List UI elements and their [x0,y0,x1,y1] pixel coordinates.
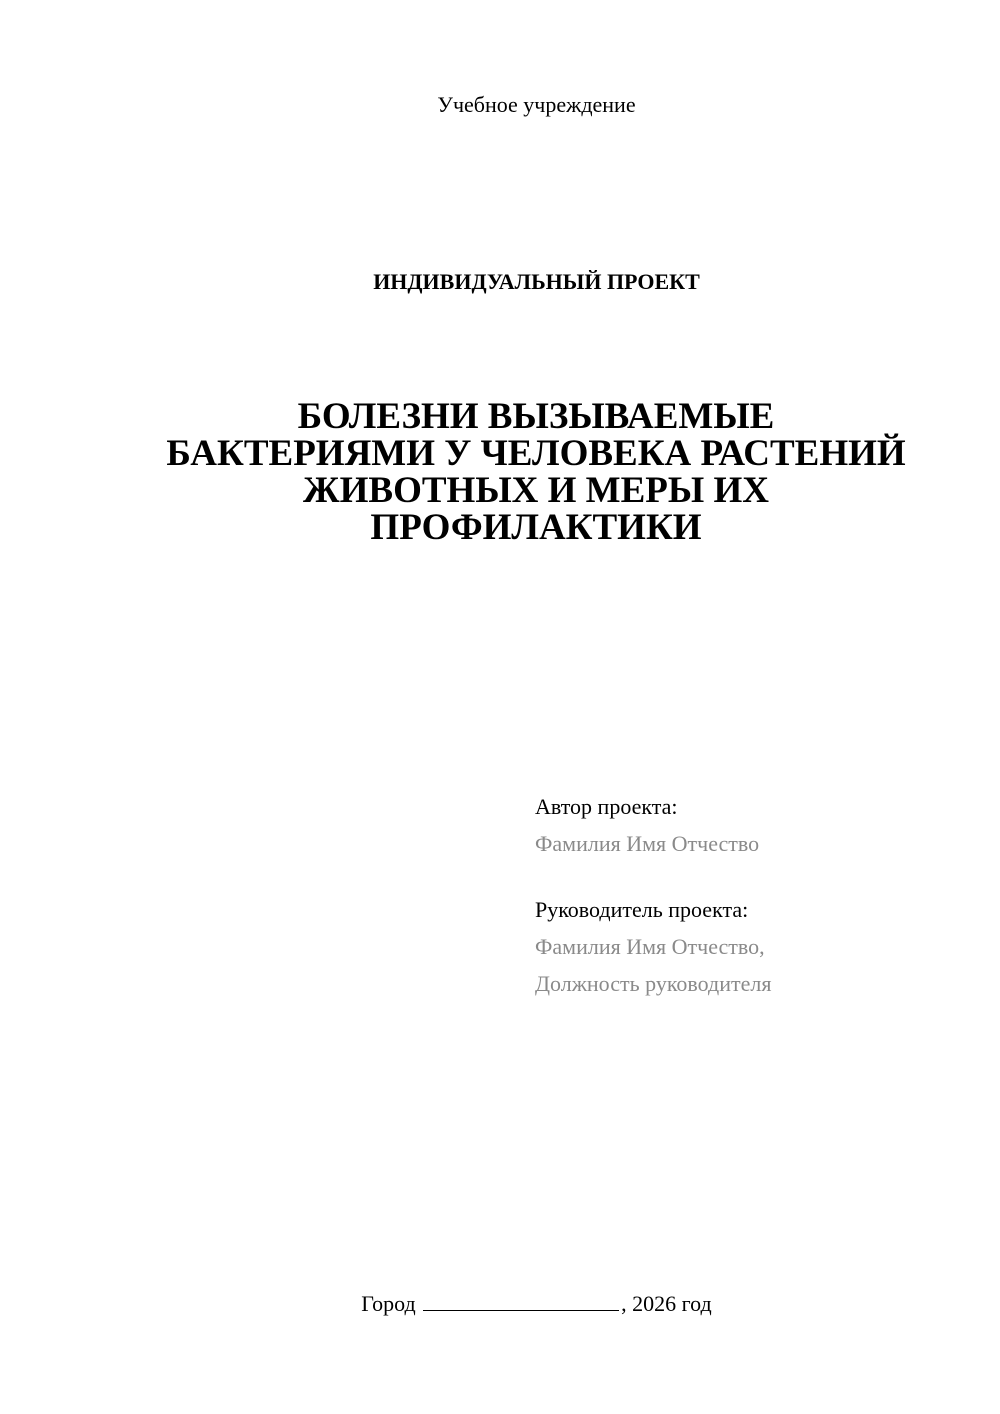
supervisor-position-placeholder[interactable]: Должность руководителя [535,971,772,996]
supervisor-label: Руководитель проекта: [535,897,749,922]
city-year-line [0,1290,1000,1318]
credits-block [535,788,975,1002]
city-label: Город [361,1291,416,1316]
city-blank-field[interactable] [423,1290,619,1311]
author-name-placeholder[interactable]: Фамилия Имя Отчество [535,831,760,856]
supervisor-name-placeholder[interactable]: Фамилия Имя Отчество, [535,934,765,959]
project-title-line: ЖИВОТНЫХ И МЕРЫ ИХ [303,470,769,511]
project-title-line: ПРОФИЛАКТИКИ [370,507,702,548]
author-label: Автор проекта: [535,794,678,819]
institution-name: Учебное учреждение [437,92,636,117]
credits-spacer [535,862,975,891]
year-text: , 2026 год [621,1291,712,1316]
project-title-line: БОЛЕЗНИ ВЫЗЫВАЕМЫЕ [297,396,775,437]
project-title-line: БАКТЕРИЯМИ У ЧЕЛОВЕКА РАСТЕНИЙ [166,433,906,474]
document-type: ИНДИВИДУАЛЬНЫЙ ПРОЕКТ [373,269,700,294]
project-title [130,398,942,546]
